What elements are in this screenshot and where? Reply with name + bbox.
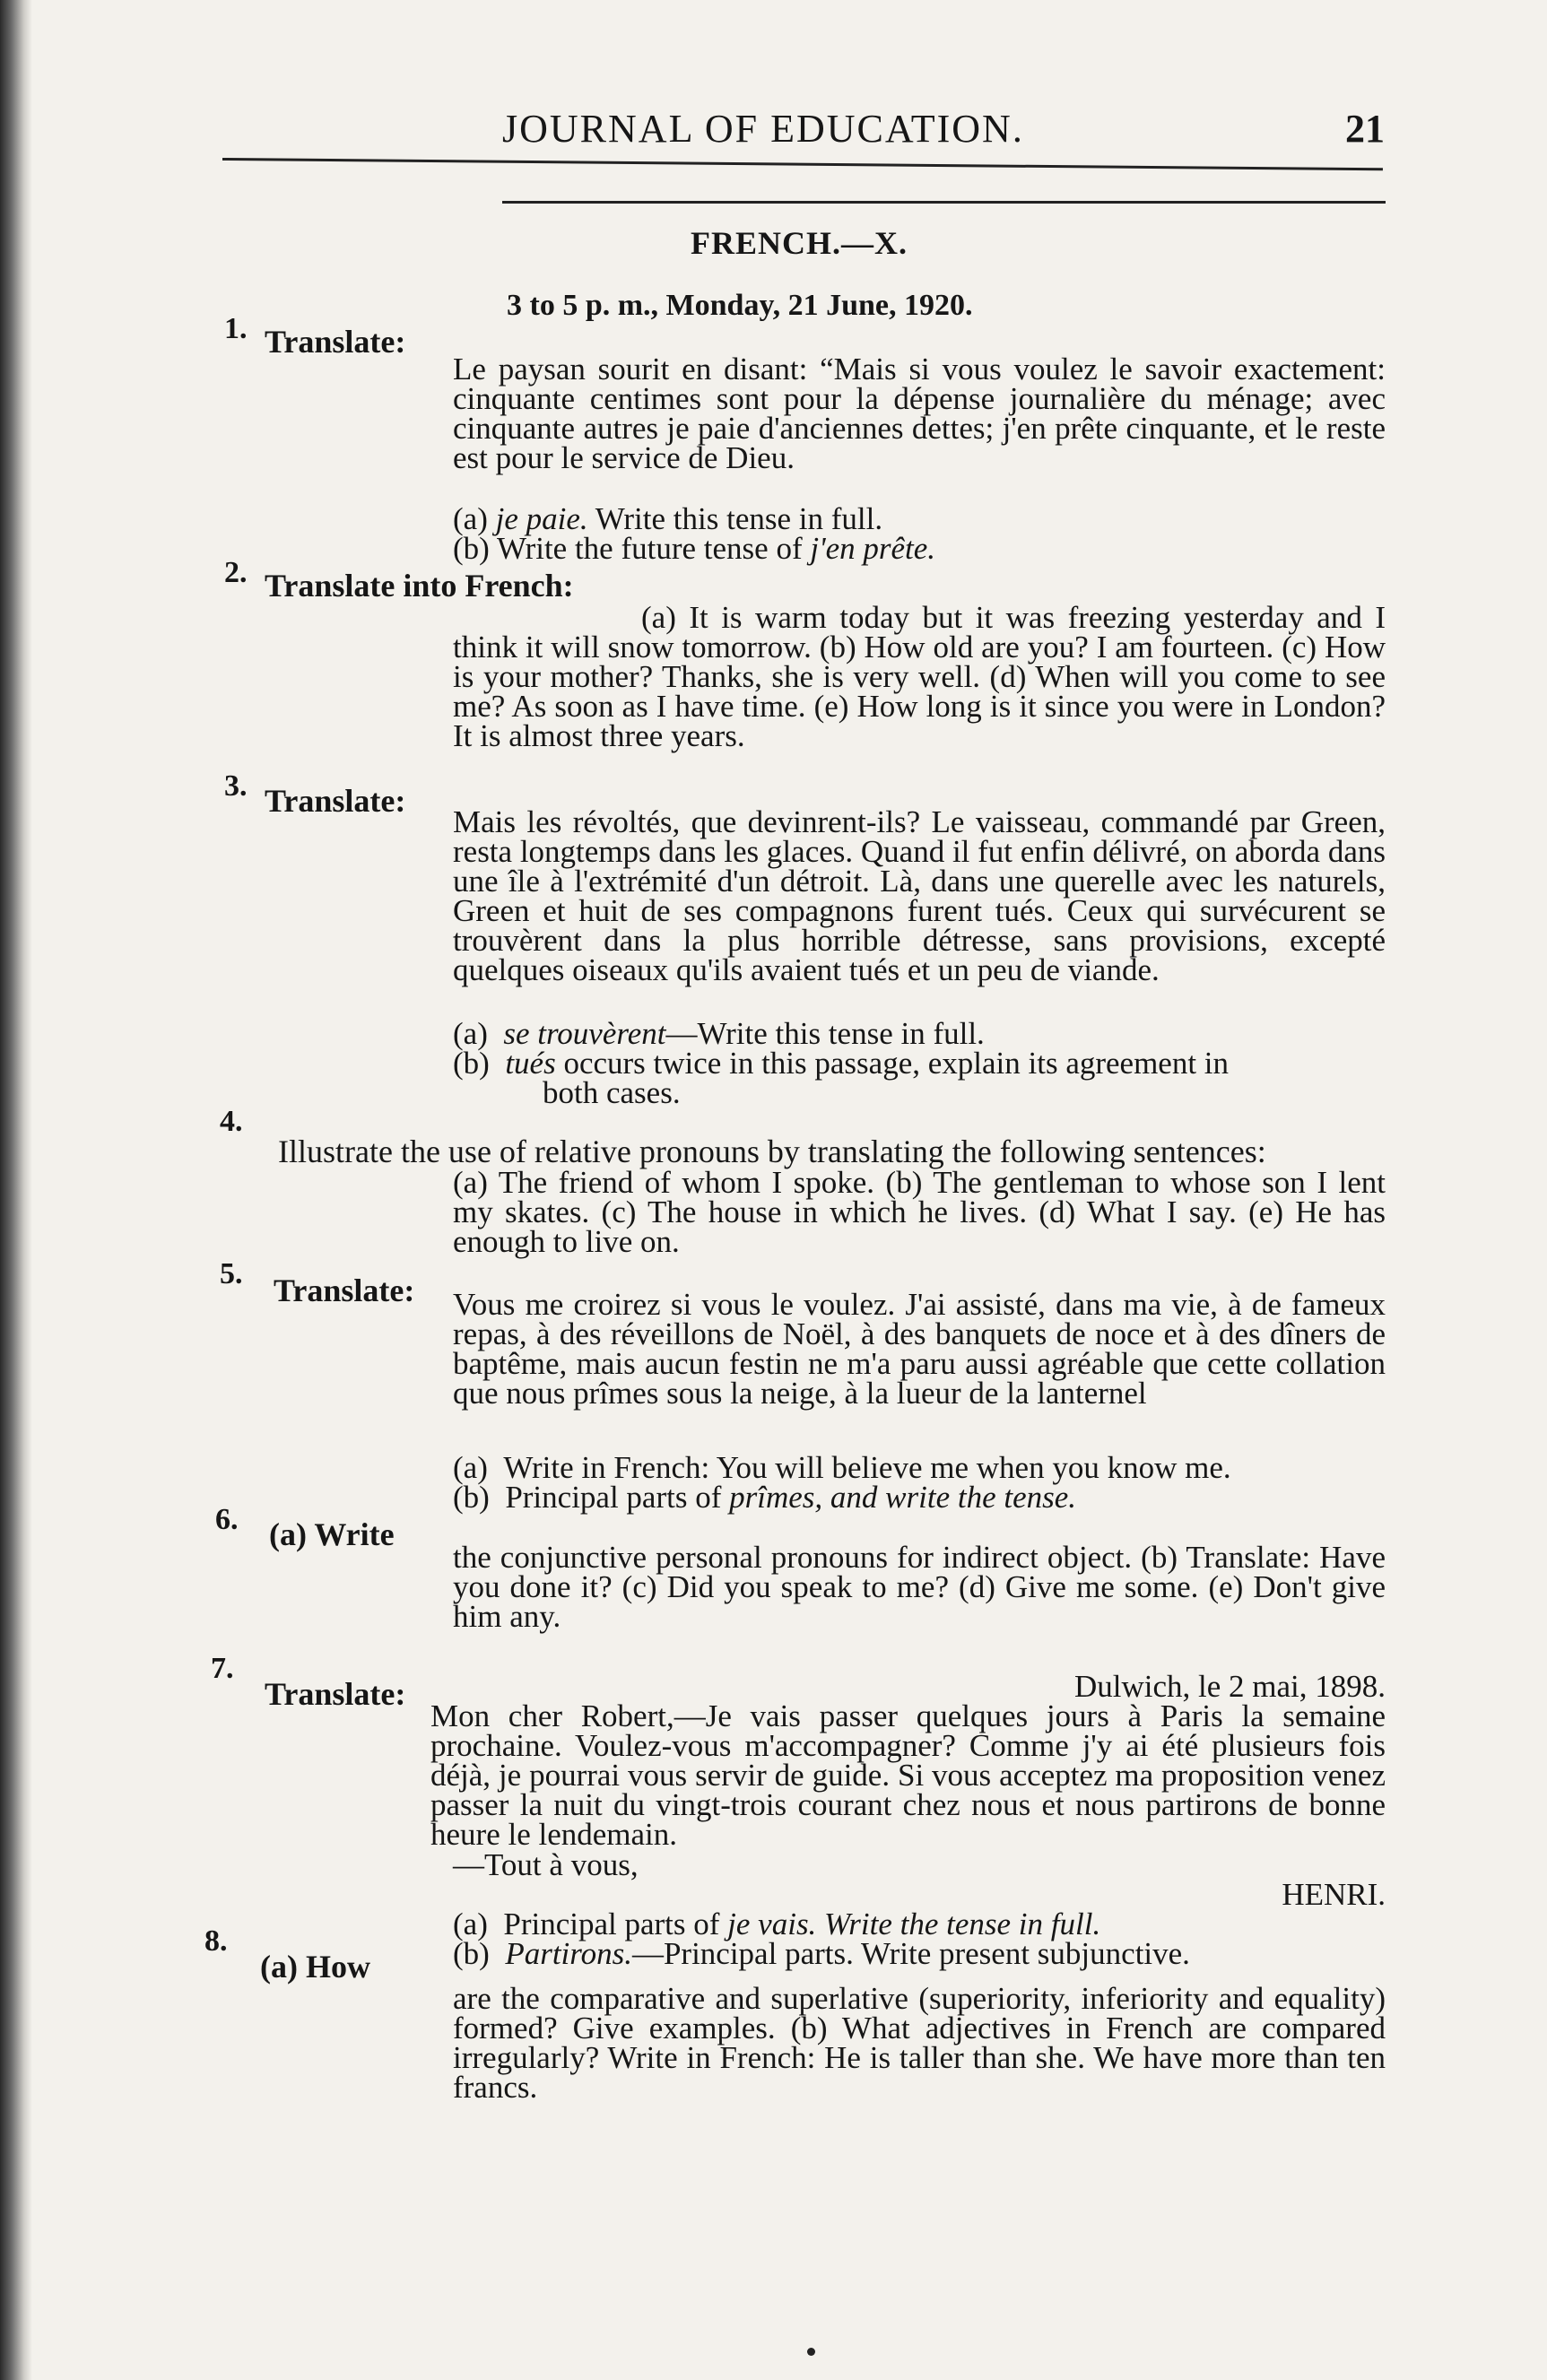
question-5-sub-b: (b) Principal parts of prîmes, and write the tense. bbox=[453, 1480, 1077, 1515]
question-3-subparts bbox=[453, 1016, 1386, 1110]
question-5-number: 5. bbox=[220, 1257, 243, 1290]
question-2-text: (a) It is warm today but it was freezing yesterday and I think it will snow tomorrow. (b) How old are you? I am fourteen. (c) How is your mother? Thanks, she is very well. (d) When will you come to see me? As soon as I have time. (e) How long is it since you were in London? It is almost three years. bbox=[453, 600, 1386, 753]
question-7-number: 7. bbox=[211, 1652, 234, 1685]
header-rule bbox=[222, 158, 1383, 170]
question-1-label: Translate: bbox=[265, 324, 406, 360]
header-rule-lower bbox=[502, 201, 1386, 204]
question-1-number: 1. bbox=[224, 312, 248, 345]
question-8-text: are the comparative and superlative (superiority, inferiority and equality) formed? Give examples. (b) What adjectives in French are compared irregularly? Write in French: He is taller than she. We have more than ten francs. bbox=[453, 1981, 1386, 2105]
letter-body: Mon cher Robert,—Je vais passer quelques jours à Paris la semaine prochaine. Voulez-vous m'accompagner? Comme j'y ai été plusieurs fois déjà, je pourrai vous servir de guide. Si vous acceptez ma proposition venez passer la nuit du vingt-trois courant chez nous et nous partirons de bonne heure le lendemain. bbox=[430, 1698, 1386, 1852]
page-speck bbox=[807, 2348, 815, 2356]
question-7-sub-a: (a) Principal parts of je vais. Write the tense in full. bbox=[453, 1907, 1101, 1941]
question-4-text: (a) The friend of whom I spoke. (b) The gentleman to whose son I lent my skates. (c) The house in which he lives. (d) What I say. (e) He has enough to live on. bbox=[453, 1165, 1386, 1259]
page-number: 21 bbox=[1345, 107, 1385, 151]
question-6-number: 6. bbox=[215, 1503, 239, 1536]
question-4-label: Illustrate the use of relative pronouns by translating the following sentences: bbox=[278, 1134, 1266, 1169]
question-5-sub-a: (a) Write in French: You will believe me when you know me. bbox=[453, 1450, 1231, 1485]
question-1-sub-b: (b) Write the future tense of j'en prête. bbox=[453, 531, 936, 566]
question-2-label: Translate into French: bbox=[265, 568, 574, 604]
question-1-text: Le paysan sourit en disant: “Mais si vous voulez le savoir exactement: cinquante centimes sont pour la dépense journalière du ménage; avec cinquante autres je paie d'anciennes dettes; j'en prête cinquante, et le reste est pour le service de Dieu. bbox=[453, 352, 1386, 475]
question-5-subparts bbox=[453, 1450, 1386, 1515]
question-3-sub-a: (a) se trouvèrent—Write this tense in full. bbox=[453, 1016, 985, 1051]
question-5-text: Vous me croirez si vous le voulez. J'ai assisté, dans ma vie, à de fameux repas, à des réveillons de Noël, à des banquets de noce et à des dîners de baptême, mais aucun festin ne m'a paru aussi agréable que cette collation que nous prîmes sous la neige, à la lueur de la lanternel bbox=[453, 1287, 1386, 1411]
question-8-number: 8. bbox=[204, 1924, 228, 1958]
exam-title: FRENCH.—X. bbox=[691, 225, 908, 261]
question-3-number: 3. bbox=[224, 769, 248, 803]
letter-signature: HENRI. bbox=[1282, 1877, 1386, 1912]
question-8-label: (a) How bbox=[260, 1949, 370, 1985]
exam-date: 3 to 5 p. m., Monday, 21 June, 1920. bbox=[507, 289, 973, 322]
question-1-subparts bbox=[453, 501, 1386, 566]
running-head: JOURNAL OF EDUCATION. bbox=[502, 107, 1024, 151]
question-5-label: Translate: bbox=[274, 1273, 415, 1308]
question-3-label: Translate: bbox=[265, 783, 406, 819]
question-3-sub-b: (b) tués occurs twice in this passage, explain its agreement in bbox=[453, 1046, 1230, 1081]
question-3-sub-b-cont: both cases. bbox=[543, 1075, 681, 1110]
letter-dateline: Dulwich, le 2 mai, 1898. bbox=[1073, 1669, 1386, 1704]
question-7-label: Translate: bbox=[265, 1676, 406, 1712]
letter-closing: —Tout à vous, bbox=[453, 1847, 639, 1882]
question-4-number: 4. bbox=[220, 1105, 243, 1138]
question-3-text: Mais les révoltés, que devinrent-ils? Le vaisseau, commandé par Green, resta longtemps dans les glaces. Quand il fut enfin délivré, on aborda dans une île à l'extrémité d'un détroit. Là, dans une querelle avec les naturels, Green et huit de ses compagnons furent tués. Ceux qui survécurent se trouvèrent dans la plus horrible détresse, sans provisions, excepté quelques oiseaux qu'ils avaient tués et un peu de viande. bbox=[453, 804, 1386, 987]
question-1-sub-a: (a) je paie. Write this tense in full. bbox=[453, 501, 883, 536]
letter-closing-block bbox=[453, 1847, 1386, 1912]
question-2-number: 2. bbox=[224, 556, 248, 589]
question-7-letter bbox=[430, 1669, 1386, 1704]
question-7-subparts bbox=[453, 1907, 1386, 1971]
question-6-label: (a) Write bbox=[269, 1516, 395, 1552]
question-7-sub-b: (b) Partirons.—Principal parts. Write present subjunctive. bbox=[453, 1936, 1190, 1971]
question-6-text: the conjunctive personal pronouns for indirect object. (b) Translate: Have you done it? (c) Did you speak to me? (d) Give me some. (e) Don't give him any. bbox=[453, 1540, 1386, 1634]
